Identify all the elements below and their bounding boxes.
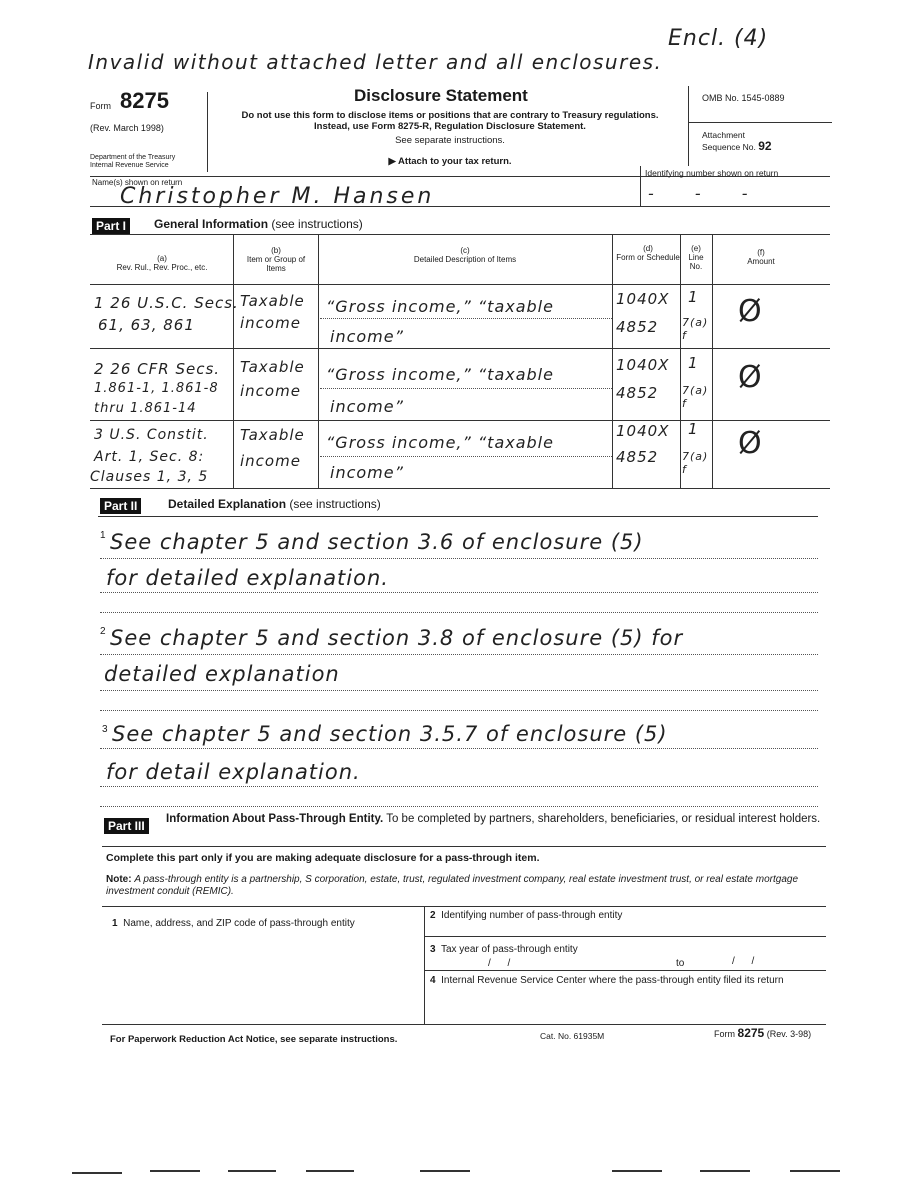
row1-col-a-line2[interactable]: 61, 63, 861 — [98, 316, 195, 334]
name-field[interactable]: Christopher M. Hansen — [120, 184, 435, 209]
col-e-header — [682, 244, 710, 271]
attachment-label: Attachment — [702, 130, 745, 140]
part3-title-rest: To be completed by partners, shareholders, beneficiaries, or residual interest holders. — [386, 813, 821, 825]
part2-title-text: Detailed Explanation — [168, 497, 287, 511]
row3-col-c-line1[interactable]: “Gross income,” “taxable — [326, 433, 554, 452]
row1-col-a-line1[interactable]: 1 26 U.S.C. Secs. — [94, 294, 239, 312]
row3-col-b-line1[interactable]: Taxable — [240, 426, 305, 444]
exp1-line1[interactable]: See chapter 5 and section 3.6 of enclosure (5) — [110, 530, 644, 554]
name-bottom-rule — [90, 206, 830, 207]
part3-note-text: A pass-through entity is a partnership, S corporation, estate, trust, regulated investment company, real estate investment trust, or real estate mortgage investment conduit (REMIC). — [106, 874, 799, 897]
col-d-letter: (d) — [643, 244, 653, 253]
exp2-number: 2 — [100, 626, 106, 637]
exp3-rule1 — [100, 748, 818, 749]
row2-desc-dots — [320, 388, 612, 389]
part3-bottom-rule — [102, 1024, 826, 1025]
row1-col-c-line2[interactable]: income” — [330, 327, 404, 346]
field4-number: 4 — [430, 975, 436, 986]
omb-number: OMB No. 1545-0889 — [702, 93, 785, 103]
scan-artifact-3 — [228, 1170, 276, 1172]
exp2-rule3 — [100, 710, 818, 711]
form-number: 8275 — [120, 88, 169, 113]
name-label: Name(s) shown on return — [92, 178, 183, 187]
col-bc-divider — [318, 234, 319, 488]
footer-form-number: 8275 — [737, 1026, 765, 1040]
row3-col-e-line1[interactable]: 1 — [688, 420, 699, 438]
form-instruction: Do not use this form to disclose items or positions that are contrary to Treasury regulations. Instead, use Form 8275-R, Regulation Disclosure Statement. — [241, 110, 659, 132]
table-header-rule — [90, 284, 830, 285]
row3-col-d-line2[interactable]: 4852 — [616, 448, 659, 466]
footer-cat-no: Cat. No. 61935M — [540, 1031, 605, 1041]
field1-text: Name, address, and ZIP code of pass-through entity — [123, 918, 355, 929]
header-omb-rule — [688, 122, 832, 123]
col-a-label: Rev. Rul., Rev. Proc., etc. — [116, 263, 208, 272]
col-a-letter: (a) — [157, 254, 167, 263]
col-d-label: Form or Schedule — [616, 253, 680, 262]
row2-col-f-amount[interactable]: Ø — [738, 360, 763, 395]
col-b-header — [236, 246, 316, 273]
field1-number: 1 — [112, 918, 118, 929]
row3-desc-dots — [320, 456, 612, 457]
exp3-rule2 — [100, 786, 818, 787]
part1-title-suffix: (see instructions) — [271, 217, 363, 231]
part1-title — [154, 217, 363, 231]
field1-label[interactable] — [112, 918, 355, 929]
separate-instructions: See separate instructions. — [395, 135, 505, 146]
exp2-rule1 — [100, 654, 818, 655]
col-f-letter: (f) — [757, 248, 765, 257]
part1-tag: Part I — [92, 218, 130, 234]
sequence-number: 92 — [758, 139, 772, 153]
col-e-label: Line No. — [688, 253, 704, 271]
part3-field2-bottom-rule — [424, 936, 826, 937]
row2-col-e-line1[interactable]: 1 — [688, 354, 699, 372]
footer-paperwork: For Paperwork Reduction Act Notice, see separate instructions. — [110, 1034, 398, 1045]
part3-title — [166, 812, 826, 826]
row2-col-a-line3[interactable]: thru 1.861-14 — [94, 401, 197, 416]
row2-col-d-line2[interactable]: 4852 — [616, 384, 659, 402]
row1-col-e-line1[interactable]: 1 — [688, 288, 699, 306]
col-e-letter: (e) — [691, 244, 701, 253]
col-b-letter: (b) — [271, 246, 281, 255]
row3-col-f-amount[interactable]: Ø — [738, 426, 763, 461]
scan-artifact-1 — [72, 1172, 122, 1174]
field4-label[interactable] — [430, 974, 820, 987]
field2-label[interactable] — [430, 910, 622, 921]
row2-col-c-line1[interactable]: “Gross income,” “taxable — [326, 365, 554, 384]
part3-top-rule — [102, 846, 826, 847]
footer-form-prefix: Form — [714, 1029, 735, 1039]
form-prefix: Form — [90, 101, 111, 111]
part3-fields-divider — [424, 906, 425, 1024]
part1-title-text: General Information — [154, 217, 269, 231]
exp3-line1[interactable]: See chapter 5 and section 3.5.7 of enclosure (5) — [112, 722, 668, 746]
invalid-note-annotation: Invalid without attached letter and all enclosures. — [88, 50, 663, 74]
col-f-header — [716, 248, 806, 266]
exp1-rule2 — [100, 592, 818, 593]
scan-artifact-4 — [306, 1170, 354, 1172]
col-f-label: Amount — [747, 257, 775, 266]
row2-col-d-line1[interactable]: 1040X — [616, 356, 670, 374]
row2-col-c-line2[interactable]: income” — [330, 397, 404, 416]
row2-col-b-line1[interactable]: Taxable — [240, 358, 305, 376]
part2-title — [168, 497, 381, 511]
col-b-label: Item or Group of Items — [246, 255, 306, 273]
field3-text: Tax year of pass-through entity — [440, 944, 578, 955]
field3-to: to — [676, 958, 685, 969]
row3-bottom-rule — [90, 488, 830, 489]
part3-field3-bottom-rule — [424, 970, 826, 971]
attach-note: ▶ Attach to your tax return. — [388, 156, 512, 167]
field3-number: 3 — [430, 944, 436, 955]
header-divider-right — [688, 86, 689, 166]
exp1-rule1 — [100, 558, 818, 559]
row2-col-e-line2[interactable]: 7(a) f — [682, 384, 709, 410]
col-c-letter: (c) — [460, 246, 470, 255]
scan-artifact-8 — [790, 1170, 840, 1172]
scan-artifact-6 — [612, 1170, 662, 1172]
id-field[interactable]: - - - — [648, 184, 766, 203]
row3-col-d-line1[interactable]: 1040X — [616, 422, 670, 440]
header-divider-left — [207, 92, 208, 172]
row1-col-c-line1[interactable]: “Gross income,” “taxable — [326, 297, 554, 316]
part2-title-suffix: (see instructions) — [289, 497, 381, 511]
part3-tag: Part III — [104, 818, 149, 834]
row2-bottom-rule — [90, 420, 830, 421]
col-d-header — [616, 244, 680, 262]
row1-desc-dots — [320, 318, 612, 319]
part1-top-rule — [90, 234, 830, 235]
row3-col-b-line2[interactable]: income — [240, 452, 301, 470]
col-c-header — [390, 246, 540, 264]
id-label: Identifying number shown on return — [645, 168, 779, 178]
scan-artifact-5 — [420, 1170, 470, 1172]
exp2-rule2 — [100, 690, 818, 691]
field2-number: 2 — [430, 910, 436, 921]
col-cd-divider — [612, 234, 613, 488]
exp2-line1[interactable]: See chapter 5 and section 3.8 of enclosure (5) for — [110, 626, 684, 650]
field3-date-to[interactable]: / / — [732, 956, 755, 967]
row2-col-a-line2[interactable]: 1.861-1, 1.861-8 — [94, 381, 219, 396]
scan-artifact-2 — [150, 1170, 200, 1172]
form-revision: (Rev. March 1998) — [90, 123, 164, 133]
department-line1: Department of the Treasury — [90, 154, 176, 161]
exp3-rule3 — [100, 806, 818, 807]
enclosure-annotation: Encl. (4) — [668, 26, 769, 51]
row3-col-a-line1[interactable]: 3 U.S. Constit. — [94, 427, 209, 443]
part2-tag: Part II — [100, 498, 141, 514]
part3-note — [106, 874, 826, 898]
part3-note-label: Note: — [106, 874, 132, 885]
sequence-label-text: Sequence No. — [702, 142, 756, 152]
part3-title-text: Information About Pass-Through Entity. — [166, 813, 384, 825]
row1-col-b-line1[interactable]: Taxable — [240, 292, 305, 310]
row1-col-e-line2[interactable]: 7(a) f — [682, 316, 709, 342]
col-c-label: Detailed Description of Items — [413, 255, 517, 264]
col-ab-divider — [233, 234, 234, 488]
department-line2: Internal Revenue Service — [90, 162, 169, 169]
row2-col-b-line2[interactable]: income — [240, 382, 301, 400]
field4-text: Internal Revenue Service Center where the pass-through entity filed its return — [441, 975, 784, 986]
row1-col-f-amount[interactable]: Ø — [738, 294, 763, 329]
col-ef-divider — [712, 234, 713, 488]
row1-col-d-line2[interactable]: 4852 — [616, 318, 659, 336]
row1-bottom-rule — [90, 348, 830, 349]
scan-artifact-7 — [700, 1170, 750, 1172]
exp1-line2[interactable]: for detailed explanation. — [106, 566, 389, 590]
exp1-number: 1 — [100, 530, 106, 541]
name-divider — [640, 166, 641, 206]
exp3-line2[interactable]: for detail explanation. — [106, 760, 361, 784]
exp2-line2[interactable]: detailed explanation — [104, 662, 340, 686]
row3-col-e-line2[interactable]: 7(a) f — [682, 450, 709, 476]
row2-col-a-line1[interactable]: 2 26 CFR Secs. — [94, 360, 221, 378]
row3-col-a-line2[interactable]: Art. 1, Sec. 8: — [94, 449, 205, 465]
field3-label[interactable] — [430, 944, 578, 955]
part2-top-rule — [98, 516, 818, 517]
col-a-header — [92, 254, 232, 272]
form-header — [90, 86, 830, 176]
row3-col-c-line2[interactable]: income” — [330, 463, 404, 482]
col-de-divider — [680, 234, 681, 488]
exp3-number: 3 — [102, 724, 108, 735]
part3-complete-note: Complete this part only if you are making adequate disclosure for a pass-through item. — [106, 852, 540, 864]
exp1-rule3 — [100, 612, 818, 613]
sequence-label — [702, 139, 772, 153]
field2-text: Identifying number of pass-through entity — [441, 910, 623, 921]
row3-col-a-line3[interactable]: Clauses 1, 3, 5 — [90, 469, 209, 485]
footer-form-rev: (Rev. 3-98) — [766, 1029, 812, 1039]
row1-col-b-line2[interactable]: income — [240, 314, 301, 332]
part3-fields-top-rule — [102, 906, 826, 907]
footer-form — [714, 1026, 811, 1040]
field3-date-from[interactable]: / / — [488, 958, 511, 969]
form-title: Disclosure Statement — [354, 86, 528, 105]
row1-col-d-line1[interactable]: 1040X — [616, 290, 670, 308]
